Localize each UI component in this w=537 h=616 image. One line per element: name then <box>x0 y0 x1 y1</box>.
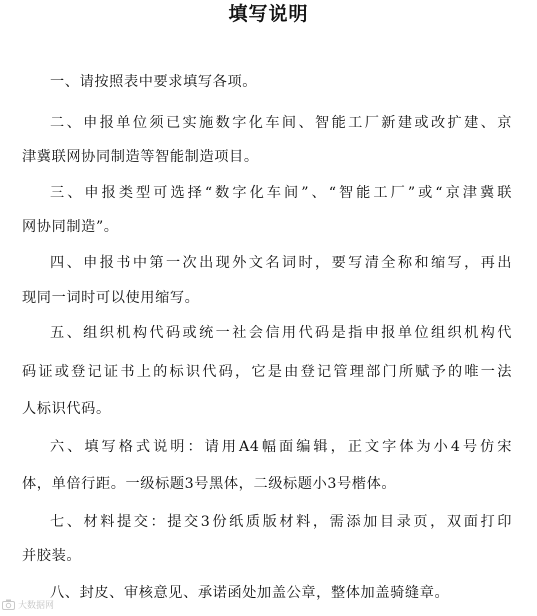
instruction-line: 八、封皮、审核意见、承诺函处加盖公章，整体加盖骑缝章。 <box>50 585 450 601</box>
instruction-line: 现同一词时可以使用缩写。 <box>22 290 200 306</box>
instruction-line: 码证或登记证书上的标识代码，它是由登记管理部门所赋予的唯一法 <box>22 364 512 380</box>
watermark-text: 大数据网 <box>18 600 55 611</box>
instruction-line: 七、材料提交：提交3份纸质版材料，需添加目录页，双面打印 <box>50 514 512 530</box>
watermark <box>2 596 54 612</box>
instruction-line: 体，单倍行距。一级标题3号黑体，二级标题小3号楷体。 <box>22 476 397 492</box>
camera-logo-icon <box>2 599 15 610</box>
instruction-line: 网协同制造”。 <box>22 219 119 235</box>
instruction-line: 四、申报书中第一次出现外文名词时，要写清全称和缩写，再出 <box>50 255 512 271</box>
instruction-line: 并胶装。 <box>22 548 82 564</box>
instruction-line: 二、申报单位须已实施数字化车间、智能工厂新建或改扩建、京 <box>50 115 512 131</box>
document-title: 填写说明 <box>228 3 309 25</box>
instruction-line: 三、申报类型可选择“数字化车间”、“智能工厂”或“京津冀联 <box>50 185 512 201</box>
instruction-line: 一、请按照表中要求填写各项。 <box>50 74 258 90</box>
instruction-line: 人标识代码。 <box>22 401 111 417</box>
instruction-line: 六、填写格式说明：请用A4幅面编辑，正文字体为小4号仿宋 <box>50 439 512 455</box>
instruction-line: 五、组织机构代码或统一社会信用代码是指申报单位组织机构代 <box>50 325 512 341</box>
instruction-line: 津冀联网协同制造等智能制造项目。 <box>22 149 259 165</box>
